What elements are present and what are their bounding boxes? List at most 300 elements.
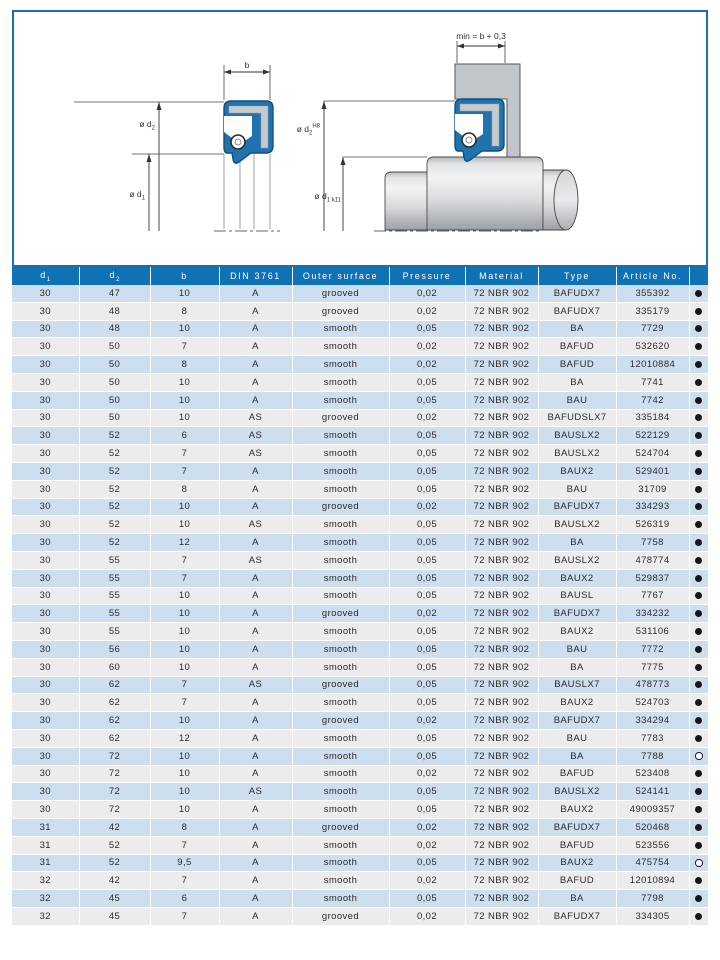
- cell-availability-marker: [689, 480, 708, 498]
- cell-availability-marker: [689, 729, 708, 747]
- cell-pressure: 0,05: [389, 890, 465, 908]
- cell-b: 10: [150, 285, 219, 302]
- cell-b: 7: [150, 872, 219, 890]
- cell-d1: 30: [12, 498, 79, 516]
- table-row: [12, 729, 708, 747]
- cell-b: 10: [150, 640, 219, 658]
- cell-din3761: A: [219, 534, 292, 552]
- cell-type: BA: [538, 534, 616, 552]
- cell-availability-marker: [689, 285, 708, 302]
- table-row: [12, 409, 708, 427]
- cell-availability-marker: [689, 569, 708, 587]
- cell-material: 72 NBR 902: [465, 765, 538, 783]
- cell-d1: 30: [12, 801, 79, 819]
- cell-article-no: 12010884: [616, 356, 689, 374]
- cell-availability-marker: [689, 445, 708, 463]
- cell-b: 10: [150, 747, 219, 765]
- cell-pressure: 0,05: [389, 551, 465, 569]
- table-row: [12, 551, 708, 569]
- col-header-d2: $d_2$: [79, 267, 150, 285]
- cell-d2: 42: [79, 872, 150, 890]
- cell-article-no: 31709: [616, 480, 689, 498]
- filled-circle-marker: [695, 877, 702, 884]
- cell-article-no: 7783: [616, 729, 689, 747]
- arrowhead: [263, 70, 270, 75]
- cell-pressure: 0,02: [389, 498, 465, 516]
- cell-d1: 30: [12, 462, 79, 480]
- cell-b: 7: [150, 907, 219, 925]
- cell-din3761: A: [219, 373, 292, 391]
- cell-b: 10: [150, 658, 219, 676]
- cell-article-no: 522129: [616, 427, 689, 445]
- cell-pressure: 0,05: [389, 747, 465, 765]
- cell-d2: 50: [79, 356, 150, 374]
- cell-b: 7: [150, 676, 219, 694]
- cell-d1: 30: [12, 676, 79, 694]
- cell-d2: 55: [79, 551, 150, 569]
- cell-pressure: 0,02: [389, 907, 465, 925]
- arrowhead: [457, 44, 464, 49]
- cell-material: 72 NBR 902: [465, 907, 538, 925]
- cell-type: BAUSLX2: [538, 551, 616, 569]
- cell-d2: 48: [79, 302, 150, 320]
- cell-din3761: A: [219, 640, 292, 658]
- cell-availability-marker: [689, 373, 708, 391]
- cell-pressure: 0,02: [389, 765, 465, 783]
- cell-article-no: 478774: [616, 551, 689, 569]
- technical-drawing-panel: [12, 10, 708, 267]
- cell-d2: 52: [79, 516, 150, 534]
- cell-article-no: 529401: [616, 462, 689, 480]
- cell-b: 8: [150, 302, 219, 320]
- cell-type: BAFUDX7: [538, 498, 616, 516]
- cell-pressure: 0,05: [389, 516, 465, 534]
- cell-article-no: 478773: [616, 676, 689, 694]
- cell-din3761: A: [219, 587, 292, 605]
- cell-d2: 72: [79, 747, 150, 765]
- cell-din3761: A: [219, 836, 292, 854]
- cell-article-no: 334294: [616, 712, 689, 730]
- arrowhead: [224, 70, 231, 75]
- cell-availability-marker: [689, 427, 708, 445]
- table-row: [12, 480, 708, 498]
- cell-d2: 52: [79, 836, 150, 854]
- cell-outer-surface: grooved: [292, 285, 389, 302]
- cell-article-no: 12010894: [616, 872, 689, 890]
- cell-outer-surface: smooth: [292, 373, 389, 391]
- cell-type: BAU: [538, 391, 616, 409]
- cell-pressure: 0,05: [389, 676, 465, 694]
- cell-pressure: 0,05: [389, 480, 465, 498]
- col-header-b: b: [150, 267, 219, 285]
- cell-pressure: 0,05: [389, 391, 465, 409]
- cell-d2: 62: [79, 676, 150, 694]
- cell-b: 12: [150, 729, 219, 747]
- table-row: [12, 605, 708, 623]
- d1k11-label: ø $d_{1 k11}$: [314, 191, 341, 204]
- cell-d1: 30: [12, 516, 79, 534]
- cell-outer-surface: grooved: [292, 409, 389, 427]
- cell-din3761: AS: [219, 516, 292, 534]
- cell-type: BAFUD: [538, 765, 616, 783]
- cell-type: BAU: [538, 640, 616, 658]
- cell-material: 72 NBR 902: [465, 854, 538, 872]
- cell-d1: 30: [12, 445, 79, 463]
- cell-d2: 52: [79, 534, 150, 552]
- cell-pressure: 0,02: [389, 605, 465, 623]
- cell-availability-marker: [689, 498, 708, 516]
- cell-d2: 45: [79, 890, 150, 908]
- cell-material: 72 NBR 902: [465, 409, 538, 427]
- table-row: [12, 640, 708, 658]
- cell-outer-surface: smooth: [292, 872, 389, 890]
- cell-outer-surface: smooth: [292, 623, 389, 641]
- cell-availability-marker: [689, 747, 708, 765]
- filled-circle-marker: [695, 503, 702, 510]
- cell-outer-surface: smooth: [292, 427, 389, 445]
- cell-type: BAU: [538, 729, 616, 747]
- cell-pressure: 0,02: [389, 338, 465, 356]
- cell-d1: 32: [12, 872, 79, 890]
- cell-din3761: A: [219, 569, 292, 587]
- cell-pressure: 0,05: [389, 427, 465, 445]
- cell-article-no: 531106: [616, 623, 689, 641]
- cell-d2: 52: [79, 445, 150, 463]
- cell-pressure: 0,05: [389, 320, 465, 338]
- filled-circle-marker: [695, 735, 702, 742]
- cell-outer-surface: smooth: [292, 462, 389, 480]
- cell-d1: 30: [12, 302, 79, 320]
- cell-availability-marker: [689, 302, 708, 320]
- table-row: [12, 676, 708, 694]
- cell-material: 72 NBR 902: [465, 373, 538, 391]
- cell-outer-surface: smooth: [292, 729, 389, 747]
- shaft-main-section: [427, 157, 543, 230]
- shaft-end-face: [554, 170, 578, 230]
- cell-d2: 45: [79, 907, 150, 925]
- cell-availability-marker: [689, 338, 708, 356]
- cell-din3761: AS: [219, 409, 292, 427]
- table-row: [12, 712, 708, 730]
- cell-article-no: 7742: [616, 391, 689, 409]
- cell-pressure: 0,05: [389, 729, 465, 747]
- table-row: [12, 801, 708, 819]
- cell-outer-surface: grooved: [292, 676, 389, 694]
- cell-d1: 30: [12, 391, 79, 409]
- cell-availability-marker: [689, 676, 708, 694]
- filled-circle-marker: [695, 913, 702, 920]
- cell-din3761: A: [219, 658, 292, 676]
- cell-type: BA: [538, 320, 616, 338]
- cell-d1: 30: [12, 373, 79, 391]
- cell-type: BAFUDX7: [538, 712, 616, 730]
- arrowhead: [147, 154, 152, 162]
- cell-d2: 52: [79, 498, 150, 516]
- cell-din3761: AS: [219, 676, 292, 694]
- cell-type: BA: [538, 373, 616, 391]
- cell-b: 10: [150, 391, 219, 409]
- cell-availability-marker: [689, 640, 708, 658]
- cell-d1: 30: [12, 587, 79, 605]
- cell-pressure: 0,02: [389, 712, 465, 730]
- filled-circle-marker: [695, 290, 702, 297]
- cell-b: 7: [150, 836, 219, 854]
- arrowhead: [157, 102, 162, 110]
- open-circle-marker: [695, 752, 703, 760]
- col-header-din3761: DIN 3761: [219, 267, 292, 285]
- cell-d1: 31: [12, 836, 79, 854]
- cell-article-no: 524704: [616, 445, 689, 463]
- filled-circle-marker: [695, 628, 702, 635]
- arrowhead: [498, 44, 505, 49]
- table-row: [12, 534, 708, 552]
- cell-b: 7: [150, 694, 219, 712]
- cell-material: 72 NBR 902: [465, 658, 538, 676]
- cell-article-no: 355392: [616, 285, 689, 302]
- cell-b: 10: [150, 373, 219, 391]
- cell-d2: 50: [79, 373, 150, 391]
- col-header-marker: [689, 267, 708, 285]
- cell-din3761: A: [219, 285, 292, 302]
- cell-outer-surface: smooth: [292, 587, 389, 605]
- cell-outer-surface: smooth: [292, 356, 389, 374]
- cell-availability-marker: [689, 872, 708, 890]
- cell-availability-marker: [689, 534, 708, 552]
- cell-b: 7: [150, 551, 219, 569]
- cell-din3761: A: [219, 854, 292, 872]
- cell-d2: 62: [79, 729, 150, 747]
- cell-type: BAFUDX7: [538, 907, 616, 925]
- table-row: [12, 338, 708, 356]
- cell-outer-surface: smooth: [292, 765, 389, 783]
- shaft-left-section: [385, 172, 429, 230]
- cell-availability-marker: [689, 356, 708, 374]
- cell-pressure: 0,05: [389, 462, 465, 480]
- filled-circle-marker: [695, 842, 702, 849]
- cell-outer-surface: grooved: [292, 605, 389, 623]
- cell-outer-surface: smooth: [292, 658, 389, 676]
- cell-d1: 32: [12, 907, 79, 925]
- filled-circle-marker: [695, 770, 702, 777]
- cell-article-no: 523556: [616, 836, 689, 854]
- cell-material: 72 NBR 902: [465, 890, 538, 908]
- cell-outer-surface: smooth: [292, 694, 389, 712]
- cell-availability-marker: [689, 783, 708, 801]
- col-header-material: Material: [465, 267, 538, 285]
- cell-pressure: 0,02: [389, 356, 465, 374]
- cell-b: 8: [150, 356, 219, 374]
- cell-d2: 52: [79, 480, 150, 498]
- cell-outer-surface: grooved: [292, 712, 389, 730]
- cell-pressure: 0,02: [389, 285, 465, 302]
- cell-outer-surface: smooth: [292, 747, 389, 765]
- filled-circle-marker: [695, 557, 702, 564]
- seal-drawings: [14, 12, 706, 265]
- cell-availability-marker: [689, 462, 708, 480]
- cell-din3761: AS: [219, 445, 292, 463]
- cell-material: 72 NBR 902: [465, 801, 538, 819]
- cell-d1: 30: [12, 480, 79, 498]
- cell-availability-marker: [689, 623, 708, 641]
- cell-b: 10: [150, 516, 219, 534]
- table-row: [12, 836, 708, 854]
- cell-din3761: A: [219, 890, 292, 908]
- cell-d2: 55: [79, 569, 150, 587]
- cell-b: 10: [150, 783, 219, 801]
- cell-d2: 60: [79, 658, 150, 676]
- filled-circle-marker: [695, 397, 702, 404]
- cell-material: 72 NBR 902: [465, 676, 538, 694]
- cell-availability-marker: [689, 587, 708, 605]
- cell-din3761: A: [219, 302, 292, 320]
- cell-type: BAUX2: [538, 623, 616, 641]
- cell-d1: 31: [12, 818, 79, 836]
- cell-article-no: 526319: [616, 516, 689, 534]
- cell-d1: 30: [12, 320, 79, 338]
- filled-circle-marker: [695, 717, 702, 724]
- filled-circle-marker: [695, 824, 702, 831]
- cell-availability-marker: [689, 818, 708, 836]
- cell-type: BAFUD: [538, 356, 616, 374]
- col-header-d1: $d_1$: [12, 267, 79, 285]
- cell-outer-surface: smooth: [292, 783, 389, 801]
- cell-d1: 30: [12, 623, 79, 641]
- cell-b: 10: [150, 765, 219, 783]
- cell-material: 72 NBR 902: [465, 712, 538, 730]
- cell-d1: 30: [12, 783, 79, 801]
- cell-type: BAU: [538, 480, 616, 498]
- cell-d1: 30: [12, 729, 79, 747]
- cell-material: 72 NBR 902: [465, 427, 538, 445]
- table-row: [12, 391, 708, 409]
- table-row: [12, 890, 708, 908]
- cell-din3761: AS: [219, 427, 292, 445]
- table-row: [12, 356, 708, 374]
- cell-d1: 31: [12, 854, 79, 872]
- cell-din3761: A: [219, 765, 292, 783]
- cell-din3761: A: [219, 801, 292, 819]
- table-header-row: [12, 267, 708, 285]
- cell-availability-marker: [689, 551, 708, 569]
- cell-pressure: 0,02: [389, 836, 465, 854]
- cell-type: BAFUD: [538, 836, 616, 854]
- cell-type: BAFUD: [538, 338, 616, 356]
- cell-b: 6: [150, 427, 219, 445]
- arrowhead: [322, 101, 327, 109]
- cell-outer-surface: smooth: [292, 534, 389, 552]
- cell-outer-surface: smooth: [292, 516, 389, 534]
- b-dimension-label: b: [244, 60, 250, 70]
- cell-d1: 30: [12, 605, 79, 623]
- table-row: [12, 783, 708, 801]
- cell-material: 72 NBR 902: [465, 302, 538, 320]
- table-row: [12, 854, 708, 872]
- cell-d1: 30: [12, 747, 79, 765]
- cell-d1: 30: [12, 694, 79, 712]
- cell-material: 72 NBR 902: [465, 818, 538, 836]
- cell-article-no: 475754: [616, 854, 689, 872]
- cell-d2: 52: [79, 427, 150, 445]
- cell-d2: 52: [79, 854, 150, 872]
- cell-type: BA: [538, 890, 616, 908]
- cell-d1: 30: [12, 712, 79, 730]
- cell-outer-surface: smooth: [292, 480, 389, 498]
- table-body: [12, 285, 708, 925]
- cell-type: BAUX2: [538, 801, 616, 819]
- table-row: [12, 320, 708, 338]
- cell-availability-marker: [689, 605, 708, 623]
- cell-d2: 62: [79, 694, 150, 712]
- cell-b: 10: [150, 712, 219, 730]
- cell-b: 10: [150, 498, 219, 516]
- cell-material: 72 NBR 902: [465, 320, 538, 338]
- cell-type: BAUX2: [538, 694, 616, 712]
- cell-d2: 50: [79, 409, 150, 427]
- cell-availability-marker: [689, 516, 708, 534]
- table-row: [12, 587, 708, 605]
- cell-b: 12: [150, 534, 219, 552]
- cell-b: 10: [150, 409, 219, 427]
- cell-type: BAUSLX2: [538, 516, 616, 534]
- filled-circle-marker: [695, 592, 702, 599]
- cell-material: 72 NBR 902: [465, 356, 538, 374]
- cell-availability-marker: [689, 391, 708, 409]
- cell-din3761: A: [219, 356, 292, 374]
- filled-circle-marker: [695, 610, 702, 617]
- cell-outer-surface: smooth: [292, 890, 389, 908]
- cell-b: 7: [150, 569, 219, 587]
- cell-article-no: 334305: [616, 907, 689, 925]
- cell-pressure: 0,05: [389, 587, 465, 605]
- cell-b: 6: [150, 890, 219, 908]
- cell-b: 8: [150, 818, 219, 836]
- cell-outer-surface: smooth: [292, 320, 389, 338]
- cell-d1: 30: [12, 569, 79, 587]
- table-row: [12, 498, 708, 516]
- arrowhead: [341, 157, 346, 165]
- cell-availability-marker: [689, 836, 708, 854]
- cell-availability-marker: [689, 658, 708, 676]
- cell-type: BAUSLX7: [538, 676, 616, 694]
- cell-d1: 30: [12, 285, 79, 302]
- cell-availability-marker: [689, 890, 708, 908]
- cell-d2: 50: [79, 391, 150, 409]
- cell-type: BAFUDX7: [538, 285, 616, 302]
- cell-d2: 62: [79, 712, 150, 730]
- filled-circle-marker: [695, 664, 702, 671]
- cell-d2: 42: [79, 818, 150, 836]
- seal-spec-table: [12, 267, 708, 926]
- open-circle-marker: [695, 859, 703, 867]
- cell-pressure: 0,05: [389, 373, 465, 391]
- cell-b: 9,5: [150, 854, 219, 872]
- cell-article-no: 7775: [616, 658, 689, 676]
- filled-circle-marker: [695, 788, 702, 795]
- cell-type: BAUSL: [538, 587, 616, 605]
- cell-b: 10: [150, 801, 219, 819]
- cell-d2: 55: [79, 587, 150, 605]
- cell-type: BAFUDX7: [538, 302, 616, 320]
- cell-b: 7: [150, 445, 219, 463]
- cell-availability-marker: [689, 712, 708, 730]
- cell-material: 72 NBR 902: [465, 480, 538, 498]
- table-row: [12, 516, 708, 534]
- table-row: [12, 427, 708, 445]
- installed-seal-cross-section: [455, 99, 504, 161]
- cell-type: BAUSLX2: [538, 427, 616, 445]
- cell-pressure: 0,05: [389, 569, 465, 587]
- cell-type: BA: [538, 747, 616, 765]
